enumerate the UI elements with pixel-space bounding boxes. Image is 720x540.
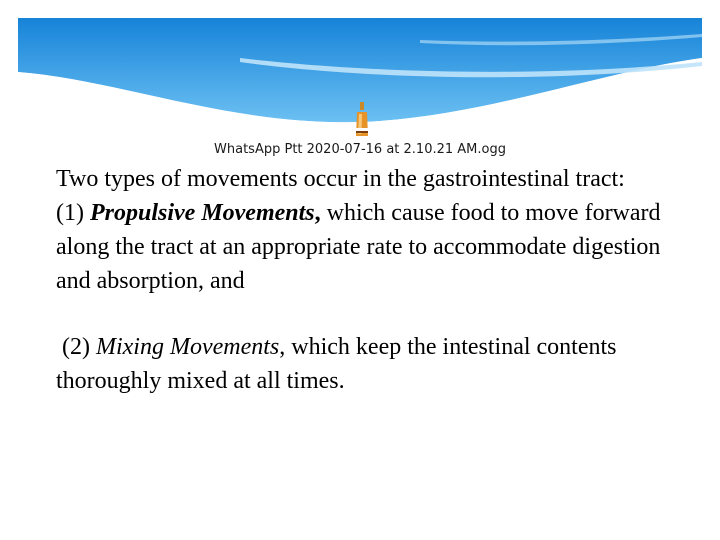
audio-file-icon: [353, 102, 371, 138]
attachment-filename[interactable]: WhatsApp Ptt 2020-07-16 at 2.10.21 AM.ogg: [214, 142, 506, 157]
item-1-description: which cause food to move forward along the tract at an appropriate rate to accommodate digestion and absorption, and: [56, 200, 661, 294]
intro-text: Two types of movements occur in the gastrointestinal tract:: [56, 166, 625, 192]
item-2-number: (2): [56, 334, 96, 360]
paragraph-spacer: [56, 298, 686, 330]
item-1-comma: ,: [314, 200, 321, 226]
paragraph-1: [56, 162, 686, 298]
item-2-description: , which keep the intestinal contents thoroughly mixed at all times.: [56, 334, 617, 394]
paragraph-2: [56, 330, 686, 398]
item-1-number: (1): [56, 200, 90, 226]
audio-attachment[interactable]: [0, 96, 720, 162]
body-text: [56, 162, 686, 398]
item-1-term: Propulsive Movements: [89, 200, 315, 226]
item-2-term: Mixing Movements: [95, 334, 280, 360]
